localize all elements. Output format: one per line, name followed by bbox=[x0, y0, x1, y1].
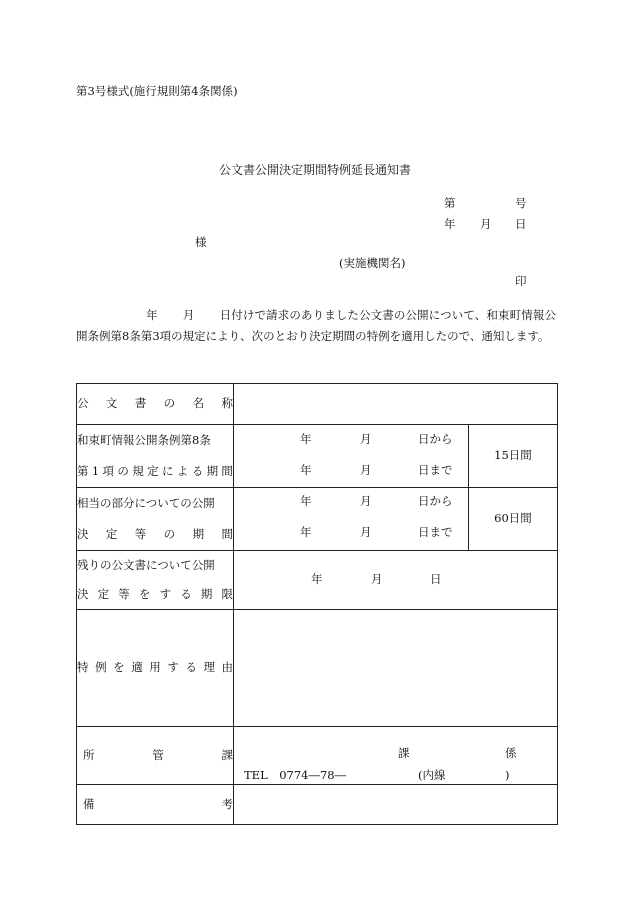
value-partial-dates[interactable]: 年 月 日から 年 月 日まで bbox=[234, 488, 469, 551]
date-tsuki: 月 bbox=[480, 217, 492, 231]
extension-table bbox=[76, 383, 558, 825]
row-document-name bbox=[77, 384, 558, 425]
date-nen: 年 bbox=[444, 217, 456, 231]
body-text: 日付けで請求のありました公文書の公開について、和束町情報公開条例第8条第3項の規定により、次のとおり決定期間の特例を適用したので、通知します。 bbox=[76, 308, 557, 343]
value-document-name[interactable] bbox=[234, 384, 558, 425]
value-notes[interactable] bbox=[234, 785, 558, 825]
addressee-sama: 様 bbox=[195, 235, 207, 249]
period-60-days: 60日間 bbox=[469, 488, 558, 551]
number-go: 号 bbox=[515, 196, 527, 210]
label-period: 和束町情報公開条例第8条 第 1 項 の 規 定 に よ る 期 間 bbox=[77, 425, 234, 488]
row-department bbox=[77, 727, 558, 785]
extension: (内線 bbox=[418, 768, 446, 782]
number-dai: 第 bbox=[444, 196, 456, 210]
agency-name: (実施機関名) bbox=[339, 256, 406, 270]
date-hi: 日 bbox=[515, 217, 527, 231]
label-remaining: 残りの公文書について公開 決 定 等 を す る 期 限 bbox=[77, 551, 234, 610]
tel-number: TEL 0774―78― bbox=[244, 768, 347, 782]
row-reason bbox=[77, 610, 558, 727]
row-partial bbox=[77, 488, 558, 551]
value-reason[interactable] bbox=[234, 610, 558, 727]
value-period-dates[interactable]: 年 月 日から 年 月 日まで bbox=[234, 425, 469, 488]
label-document-name: 公 文 書 の 名 称 bbox=[77, 384, 234, 425]
label-partial: 相当の部分についての公開 決 定 等 の 期 間 bbox=[77, 488, 234, 551]
form-number: 第3号様式(施行規則第4条関係) bbox=[76, 84, 238, 98]
seal-mark: 印 bbox=[515, 274, 527, 288]
document-title: 公文書公開決定期間特例延長通知書 bbox=[219, 163, 412, 177]
notice-body bbox=[76, 305, 556, 347]
row-notes bbox=[77, 785, 558, 825]
value-department[interactable]: 課 係 TEL 0774―78― (内線 ) bbox=[234, 727, 558, 785]
label-reason: 特 例 を 適 用 す る 理 由 bbox=[77, 610, 234, 727]
period-15-days: 15日間 bbox=[469, 425, 558, 488]
label-department: 所 管 課 bbox=[77, 727, 234, 785]
label-notes: 備 考 bbox=[77, 785, 234, 825]
body-tsuki: 月 bbox=[182, 308, 195, 322]
row-remaining bbox=[77, 551, 558, 610]
row-period bbox=[77, 425, 558, 488]
body-nen: 年 bbox=[146, 308, 158, 322]
value-remaining-date[interactable]: 年 月 日 bbox=[234, 551, 558, 610]
